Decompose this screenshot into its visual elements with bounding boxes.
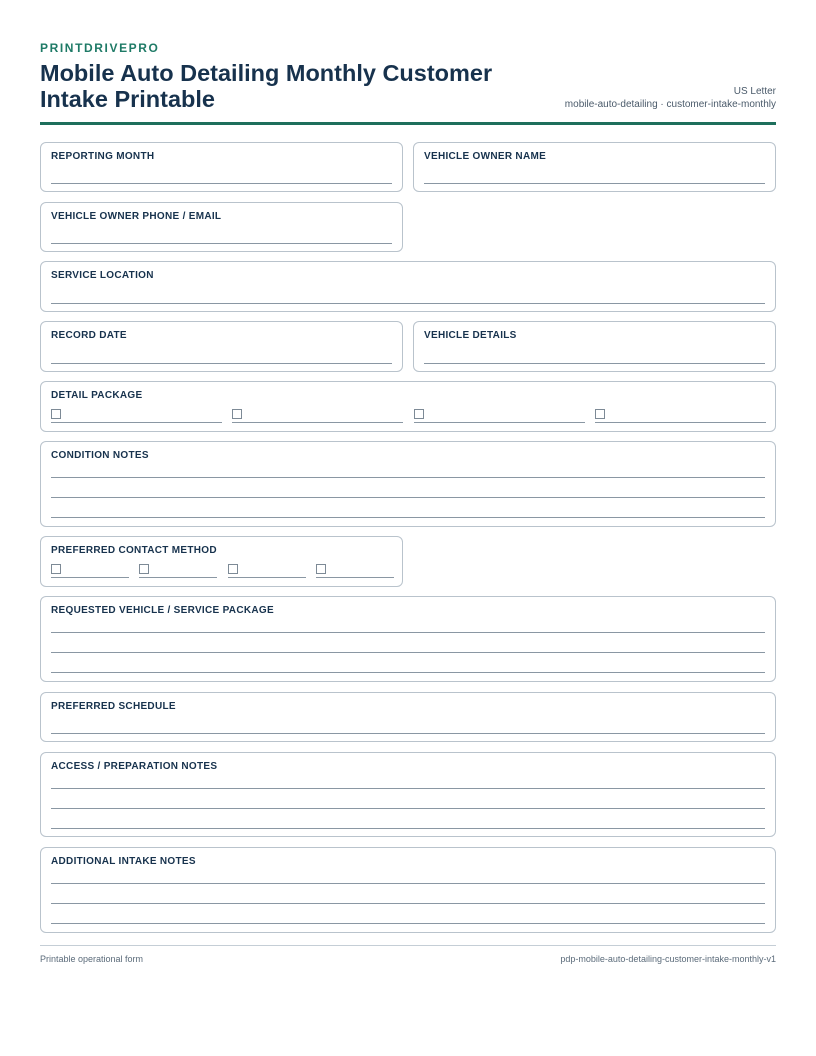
record-date-field (40, 321, 403, 372)
requested-service-package-line[interactable] (51, 672, 765, 673)
detail-package-option[interactable] (595, 409, 766, 423)
access-preparation-notes-line[interactable] (51, 788, 765, 789)
detail-package-label: DETAIL PACKAGE (51, 390, 143, 401)
condition-notes-line[interactable] (51, 477, 765, 478)
reporting-month-label: REPORTING MONTH (51, 151, 155, 162)
record-date-label: RECORD DATE (51, 330, 127, 341)
form-path: mobile-auto-detailing · customer-intake-monthly (564, 99, 776, 110)
condition-notes-line[interactable] (51, 497, 765, 498)
contact-method-option[interactable] (51, 564, 129, 578)
vehicle-details-label: VEHICLE DETAILS (424, 330, 517, 341)
access-preparation-notes-label: ACCESS / PREPARATION NOTES (51, 761, 218, 772)
option-write-line[interactable] (232, 422, 403, 423)
reporting-month-input-line[interactable] (51, 183, 392, 184)
checkbox[interactable] (51, 564, 61, 574)
option-write-line[interactable] (316, 577, 394, 578)
preferred-contact-method-field (40, 536, 403, 587)
checkbox[interactable] (51, 409, 61, 419)
preferred-schedule-input-line[interactable] (51, 733, 765, 734)
checkbox[interactable] (316, 564, 326, 574)
preferred-schedule-field (40, 692, 776, 742)
page-title: Mobile Auto Detailing Monthly Customer Intake Printable (40, 60, 493, 112)
requested-service-package-line[interactable] (51, 632, 765, 633)
checkbox[interactable] (414, 409, 424, 419)
preferred-schedule-label: PREFERRED SCHEDULE (51, 701, 176, 712)
vehicle-owner-name-input-line[interactable] (424, 183, 765, 184)
footer-form-id: pdp-mobile-auto-detailing-customer-intake-monthly-v1 (560, 954, 776, 964)
footer-left-text: Printable operational form (40, 954, 144, 964)
access-preparation-notes-line[interactable] (51, 828, 765, 829)
additional-intake-notes-line[interactable] (51, 883, 765, 884)
vehicle-owner-name-label: VEHICLE OWNER NAME (424, 151, 547, 162)
service-location-label: SERVICE LOCATION (51, 270, 154, 281)
option-write-line[interactable] (595, 422, 766, 423)
condition-notes-line[interactable] (51, 517, 765, 518)
service-location-input-line[interactable] (51, 303, 765, 304)
checkbox[interactable] (595, 409, 605, 419)
option-write-line[interactable] (51, 422, 222, 423)
access-preparation-notes-field (40, 752, 776, 837)
requested-service-package-field (40, 596, 776, 682)
checkbox[interactable] (232, 409, 242, 419)
header-rule (40, 122, 776, 125)
brand-name: PRINTDRIVEPRO (40, 41, 160, 55)
contact-method-option[interactable] (228, 564, 306, 578)
preferred-contact-method-label: PREFERRED CONTACT METHOD (51, 545, 217, 556)
vehicle-owner-name-field (413, 142, 776, 192)
detail-package-option[interactable] (232, 409, 403, 423)
checkbox[interactable] (228, 564, 238, 574)
checkbox[interactable] (139, 564, 149, 574)
condition-notes-field (40, 441, 776, 527)
additional-intake-notes-line[interactable] (51, 923, 765, 924)
vehicle-owner-contact-input-line[interactable] (51, 243, 392, 244)
vehicle-details-input-line[interactable] (424, 363, 765, 364)
footer-rule (40, 945, 776, 946)
contact-method-option[interactable] (316, 564, 394, 578)
condition-notes-label: CONDITION NOTES (51, 450, 149, 461)
option-write-line[interactable] (139, 577, 217, 578)
detail-package-option[interactable] (51, 409, 222, 423)
vehicle-owner-contact-label: VEHICLE OWNER PHONE / EMAIL (51, 211, 222, 222)
additional-intake-notes-line[interactable] (51, 903, 765, 904)
detail-package-option[interactable] (414, 409, 585, 423)
option-write-line[interactable] (228, 577, 306, 578)
additional-intake-notes-field (40, 847, 776, 933)
vehicle-owner-contact-field (40, 202, 403, 252)
service-location-field (40, 261, 776, 312)
access-preparation-notes-line[interactable] (51, 808, 765, 809)
option-write-line[interactable] (51, 577, 129, 578)
detail-package-field (40, 381, 776, 432)
paper-size: US Letter (733, 86, 776, 97)
requested-service-package-label: REQUESTED VEHICLE / SERVICE PACKAGE (51, 605, 274, 616)
vehicle-details-field (413, 321, 776, 372)
record-date-input-line[interactable] (51, 363, 392, 364)
requested-service-package-line[interactable] (51, 652, 765, 653)
option-write-line[interactable] (414, 422, 585, 423)
contact-method-option[interactable] (139, 564, 217, 578)
additional-intake-notes-label: ADDITIONAL INTAKE NOTES (51, 856, 196, 867)
reporting-month-field (40, 142, 403, 192)
form-meta (565, 85, 776, 111)
